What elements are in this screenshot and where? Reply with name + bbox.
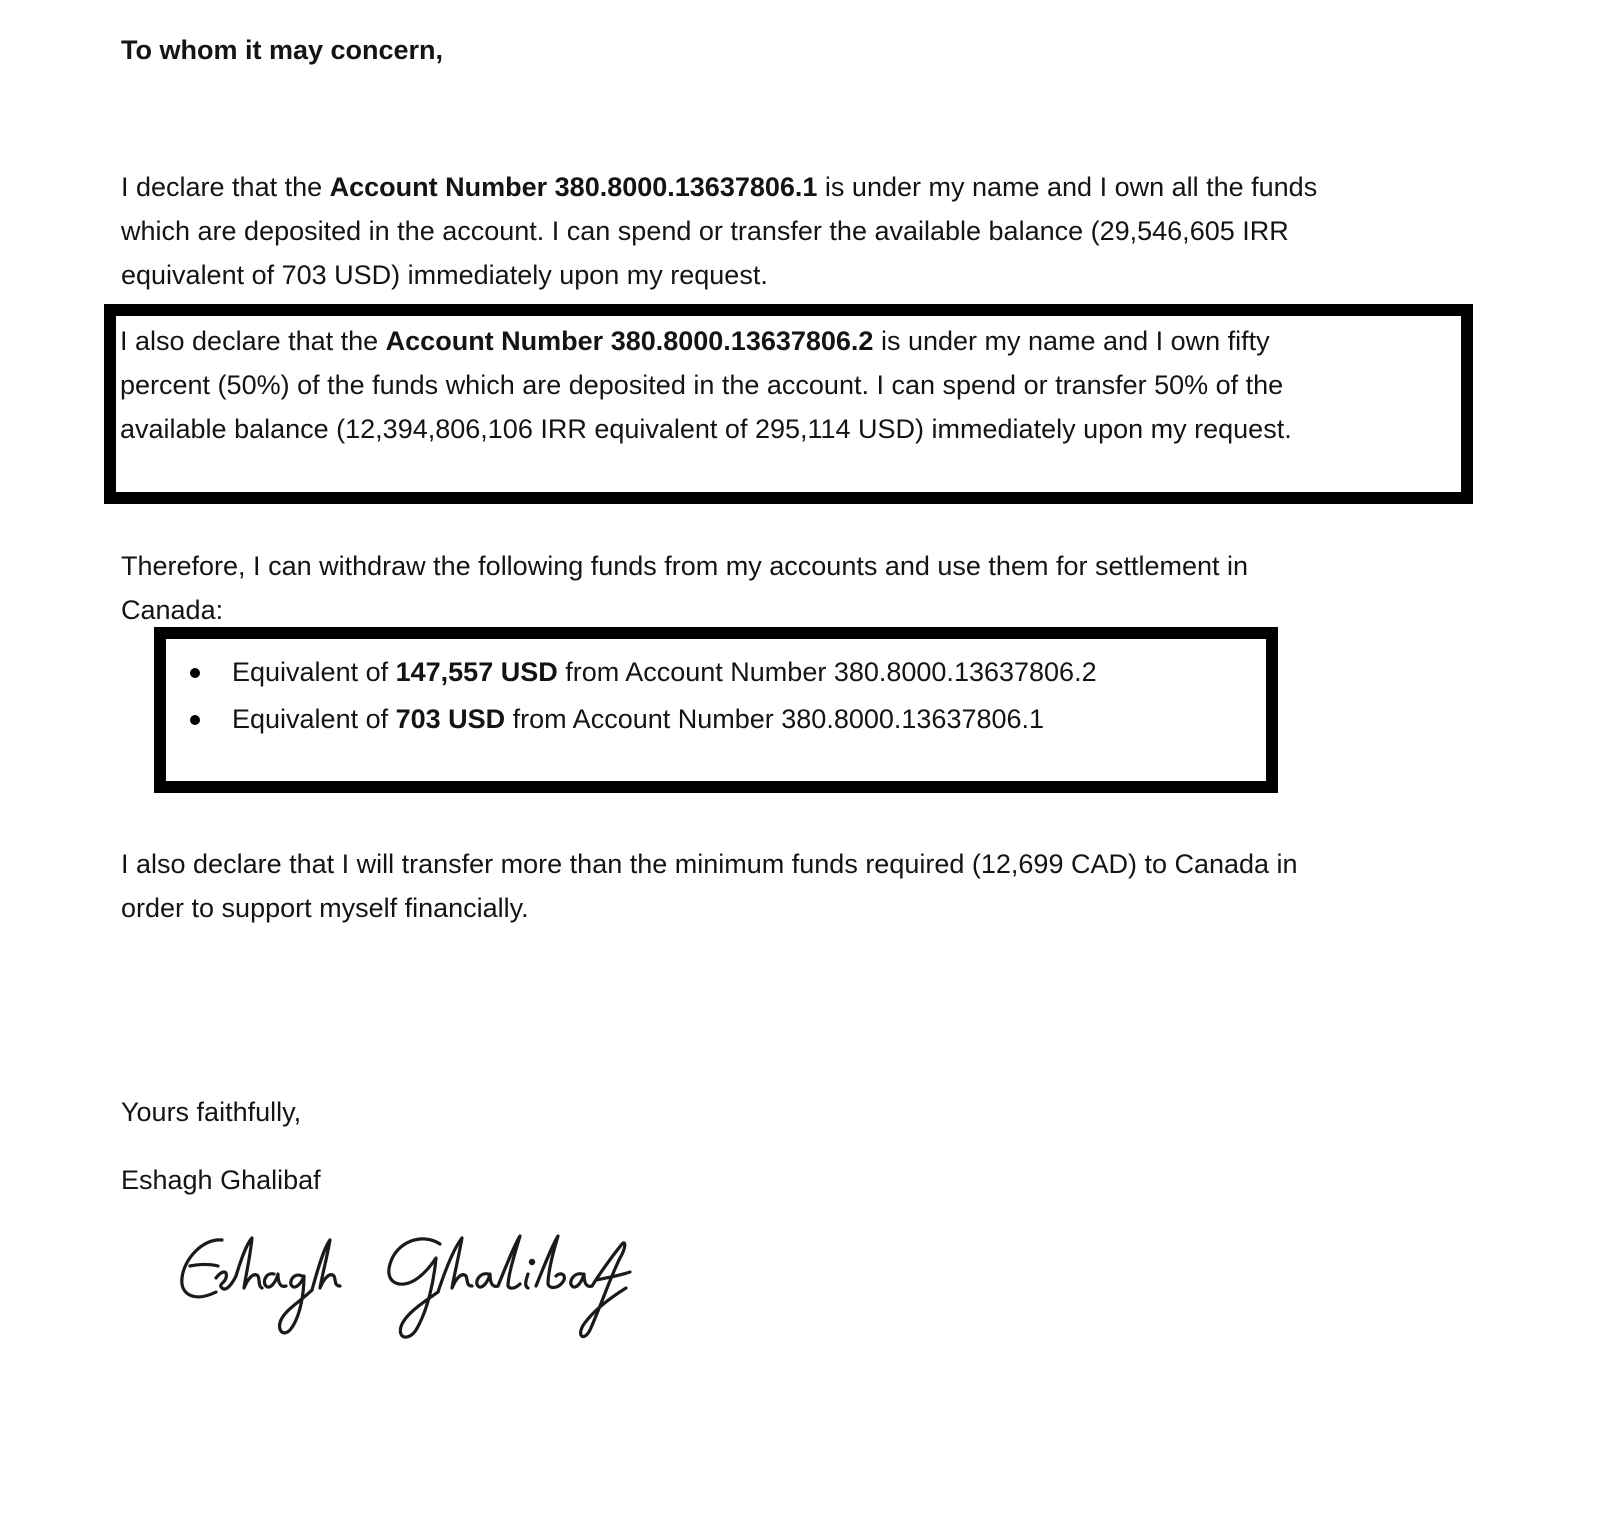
list-item bbox=[166, 696, 1097, 743]
amount-bold: 703 USD bbox=[395, 704, 506, 734]
declaration-account-2 bbox=[120, 319, 1460, 451]
funds-list bbox=[166, 649, 1097, 743]
text-span: Equivalent of bbox=[232, 704, 396, 734]
minimum-funds-declaration bbox=[121, 842, 1481, 930]
text-span: is under my name and I own all the funds bbox=[817, 172, 1318, 202]
paragraph-line: I also declare that I will transfer more than the minimum funds required (12,699 CAD) to Canada in bbox=[121, 849, 1298, 879]
bullet-icon bbox=[190, 715, 200, 725]
paragraph-line: available balance (12,394,806,106 IRR equivalent of 295,114 USD) immediately upon my request. bbox=[120, 414, 1292, 444]
signer-name: Eshagh Ghalibaf bbox=[121, 1165, 321, 1195]
paragraph-line: equivalent of 703 USD) immediately upon my request. bbox=[121, 260, 768, 290]
closing: Yours faithfully, bbox=[121, 1097, 302, 1127]
list-item bbox=[166, 649, 1097, 696]
paragraph-line bbox=[121, 165, 1481, 209]
text-span: is under my name and I own fifty bbox=[873, 326, 1270, 356]
paragraph-line: order to support myself financially. bbox=[121, 893, 529, 923]
text-span: from Account Number 380.8000.13637806.1 bbox=[505, 704, 1045, 734]
highlight-box-account-2 bbox=[104, 304, 1473, 504]
bullet-icon bbox=[190, 668, 200, 678]
paragraph-line: Therefore, I can withdraw the following funds from my accounts and use them for settlement in bbox=[121, 551, 1249, 581]
paragraph-line: Canada: bbox=[121, 595, 224, 625]
text-span: I declare that the bbox=[121, 172, 330, 202]
paragraph-line: which are deposited in the account. I can spend or transfer the available balance (29,546,605 IRR bbox=[121, 216, 1289, 246]
account-number-1-bold: Account Number 380.8000.13637806.1 bbox=[329, 172, 818, 202]
withdrawal-intro bbox=[121, 544, 1481, 632]
text-span: Equivalent of bbox=[232, 657, 396, 687]
text-span: from Account Number 380.8000.13637806.2 bbox=[557, 657, 1097, 687]
account-number-2-bold: Account Number 380.8000.13637806.2 bbox=[385, 326, 874, 356]
declaration-account-1 bbox=[121, 165, 1481, 297]
paragraph-line bbox=[120, 319, 1460, 363]
salutation: To whom it may concern, bbox=[121, 35, 444, 65]
highlight-box-funds bbox=[154, 627, 1278, 793]
text-span: I also declare that the bbox=[120, 326, 386, 356]
paragraph-line: percent (50%) of the funds which are deposited in the account. I can spend or transfer 50% of the bbox=[120, 370, 1284, 400]
amount-bold: 147,557 USD bbox=[395, 657, 558, 687]
handwritten-signature bbox=[170, 1218, 690, 1358]
